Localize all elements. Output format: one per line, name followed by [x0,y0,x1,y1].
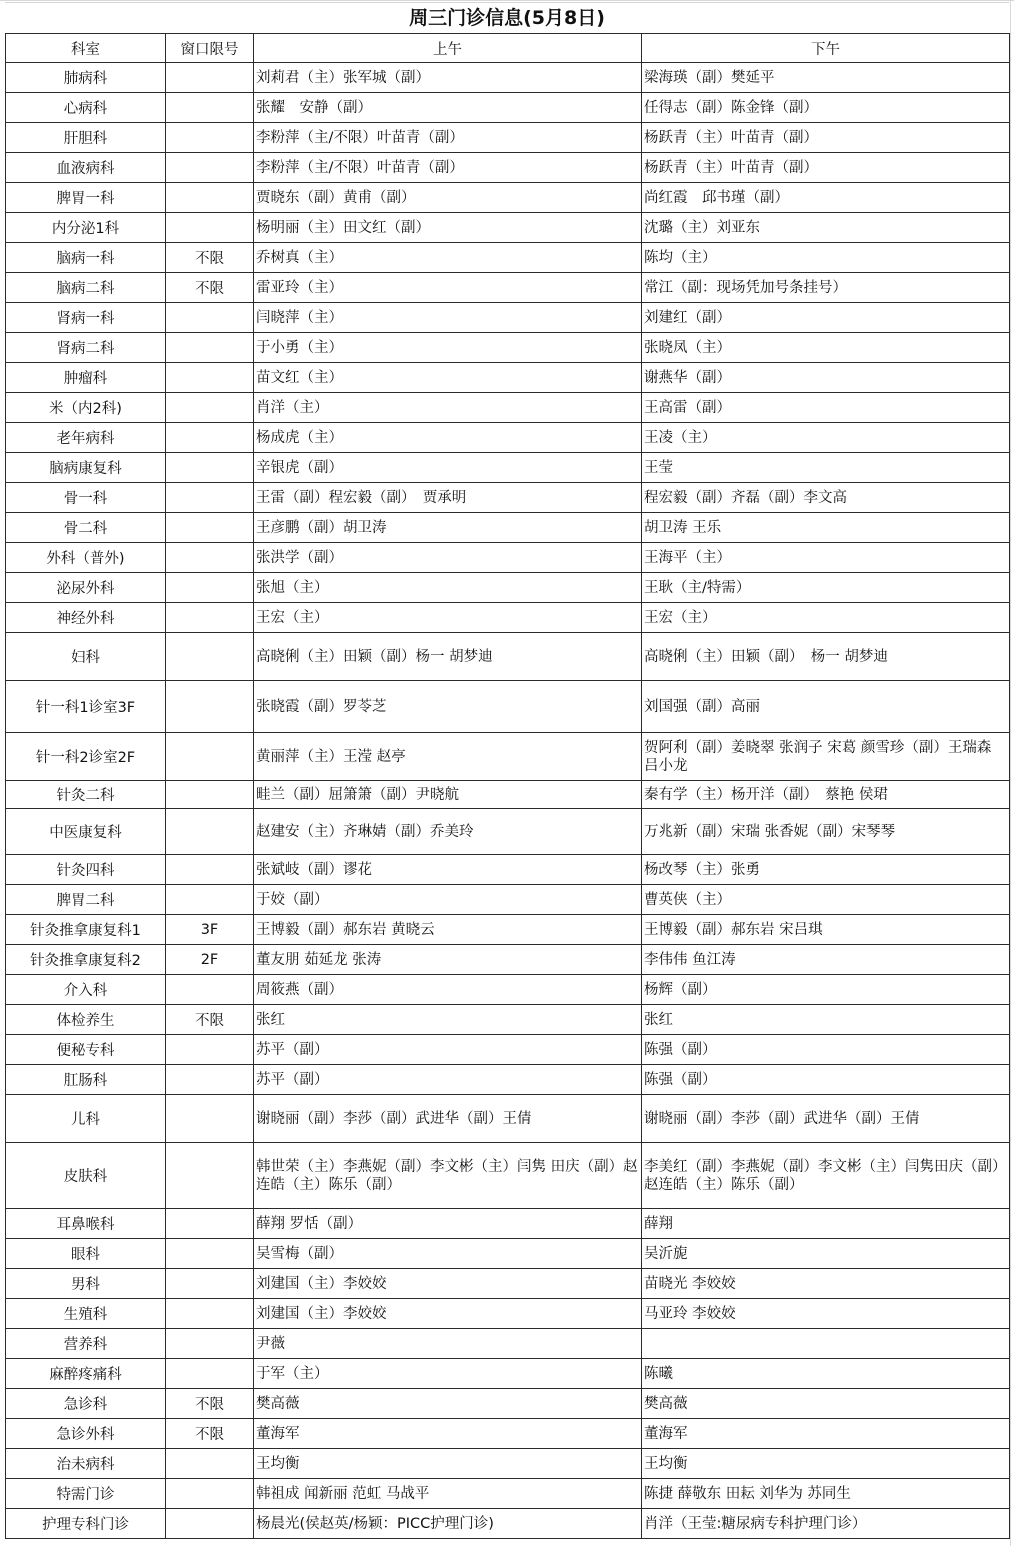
am-cell: 高晓俐（主）田颖（副）杨一 胡梦迪 [254,633,642,681]
pm-cell: 吴沂旎 [642,1239,1010,1269]
dept-cell: 急诊科 [6,1389,166,1419]
dept-cell: 脑病一科 [6,243,166,273]
table-row [6,1269,1010,1299]
table-row [6,483,1010,513]
table-row [6,153,1010,183]
pm-cell: 秦有学（主）杨开洋（副） 蔡艳 侯珺 [642,781,1010,809]
dept-cell: 针一科2诊室2F [6,733,166,781]
pm-cell: 王海平（主） [642,543,1010,573]
am-cell: 薛翔 罗恬（副） [254,1209,642,1239]
window-cell [166,885,254,915]
pm-cell: 王宏（主） [642,603,1010,633]
am-cell: 肖洋（主） [254,393,642,423]
table-row [6,333,1010,363]
header-window: 窗口限号 [166,34,254,63]
am-cell: 王彦鹏（副）胡卫涛 [254,513,642,543]
window-cell [166,1329,254,1359]
pm-cell: 谢晓丽（副）李莎（副）武进华（副）王倩 [642,1095,1010,1143]
window-cell [166,1449,254,1479]
dept-cell: 特需门诊 [6,1479,166,1509]
am-cell: 王宏（主） [254,603,642,633]
am-cell: 董海军 [254,1419,642,1449]
table-row [6,363,1010,393]
table-row [6,423,1010,453]
pm-cell: 胡卫涛 王乐 [642,513,1010,543]
window-cell [166,1359,254,1389]
table-row [6,1005,1010,1035]
table-row [6,1419,1010,1449]
table-row [6,1329,1010,1359]
dept-cell: 老年病科 [6,423,166,453]
table-row [6,213,1010,243]
pm-cell: 陈捷 薛敬东 田耘 刘华为 苏同生 [642,1479,1010,1509]
table-row [6,543,1010,573]
am-cell: 于小勇（主） [254,333,642,363]
window-cell [166,183,254,213]
am-cell: 贾晓东（副）黄甫（副） [254,183,642,213]
dept-cell: 泌尿外科 [6,573,166,603]
pm-cell: 贺阿利（副）姜晓翠 张润子 宋葛 颜雪珍（副）王瑞森 吕小龙 [642,733,1010,781]
dept-cell: 肾病一科 [6,303,166,333]
table-row [6,781,1010,809]
table-row [6,1449,1010,1479]
grid-line-right [1010,0,1011,1546]
pm-cell [642,1329,1010,1359]
window-cell: 不限 [166,1389,254,1419]
am-cell: 王均衡 [254,1449,642,1479]
am-cell: 吴雪梅（副） [254,1239,642,1269]
am-cell: 黄丽萍（主）王滢 赵亭 [254,733,642,781]
window-cell [166,363,254,393]
window-cell [166,63,254,93]
am-cell: 张耀 安静（副） [254,93,642,123]
am-cell: 王博毅（副）郝东岩 黄晓云 [254,915,642,945]
dept-cell: 肾病二科 [6,333,166,363]
dept-cell: 骨二科 [6,513,166,543]
table-row [6,1509,1010,1539]
pm-cell: 杨改琴（主）张勇 [642,855,1010,885]
pm-cell: 苗晓光 李姣姣 [642,1269,1010,1299]
am-cell: 张晓霞（副）罗苓芝 [254,681,642,733]
dept-cell: 治未病科 [6,1449,166,1479]
table-row [6,243,1010,273]
window-cell [166,213,254,243]
dept-cell: 麻醉疼痛科 [6,1359,166,1389]
table-row [6,1299,1010,1329]
table-row [6,1095,1010,1143]
table-row [6,573,1010,603]
page-title: 周三门诊信息(5月8日) [5,2,1009,33]
am-cell: 张红 [254,1005,642,1035]
dept-cell: 脾胃一科 [6,183,166,213]
header-am: 上午 [254,34,642,63]
table-row [6,1035,1010,1065]
dept-cell: 内分泌1科 [6,213,166,243]
table-row [6,93,1010,123]
window-cell [166,603,254,633]
window-cell [166,423,254,453]
window-cell [166,1209,254,1239]
pm-cell: 王凌（主） [642,423,1010,453]
window-cell [166,573,254,603]
schedule-body [6,63,1010,1539]
pm-cell: 陈强（副） [642,1065,1010,1095]
pm-cell: 常江（副：现场凭加号条挂号） [642,273,1010,303]
pm-cell: 王耿（主/特需） [642,573,1010,603]
dept-cell: 男科 [6,1269,166,1299]
pm-cell: 尚红霞 邱书瑾（副） [642,183,1010,213]
table-row [6,273,1010,303]
pm-cell: 陈曦 [642,1359,1010,1389]
table-row [6,1209,1010,1239]
dept-cell: 肝胆科 [6,123,166,153]
dept-cell: 体检养生 [6,1005,166,1035]
pm-cell: 王高雷（副） [642,393,1010,423]
dept-cell: 心病科 [6,93,166,123]
am-cell: 杨成虎（主） [254,423,642,453]
am-cell: 赵建安（主）齐琳婧（副）乔美玲 [254,809,642,855]
dept-cell: 脑病康复科 [6,453,166,483]
dept-cell: 妇科 [6,633,166,681]
window-cell [166,1269,254,1299]
window-cell [166,733,254,781]
dept-cell: 肛肠科 [6,1065,166,1095]
window-cell: 3F [166,915,254,945]
am-cell: 雷亚玲（主） [254,273,642,303]
window-cell [166,1479,254,1509]
table-row [6,945,1010,975]
window-cell [166,453,254,483]
pm-cell: 沈璐（主）刘亚东 [642,213,1010,243]
dept-cell: 儿科 [6,1095,166,1143]
pm-cell: 陈均（主） [642,243,1010,273]
table-row [6,1389,1010,1419]
window-cell [166,333,254,363]
pm-cell: 万兆新（副）宋瑞 张香妮（副）宋琴琴 [642,809,1010,855]
dept-cell: 护理专科门诊 [6,1509,166,1539]
table-row [6,393,1010,423]
header-pm: 下午 [642,34,1010,63]
am-cell: 闫晓萍（主） [254,303,642,333]
dept-cell: 眼科 [6,1239,166,1269]
window-cell [166,1143,254,1209]
grid-line-top [0,0,1014,1]
table-row [6,809,1010,855]
pm-cell: 肖洋（王莹:糖尿病专科护理门诊） [642,1509,1010,1539]
pm-cell: 张红 [642,1005,1010,1035]
dept-cell: 生殖科 [6,1299,166,1329]
pm-cell: 刘国强（副）高丽 [642,681,1010,733]
pm-cell: 程宏毅（副）齐磊（副）李文高 [642,483,1010,513]
am-cell: 李粉萍（主/不限）叶苗青（副） [254,123,642,153]
window-cell: 不限 [166,1419,254,1449]
am-cell: 辛银虎（副） [254,453,642,483]
dept-cell: 针灸二科 [6,781,166,809]
pm-cell: 高晓俐（主）田颖（副） 杨一 胡梦迪 [642,633,1010,681]
pm-cell: 马亚玲 李姣姣 [642,1299,1010,1329]
table-row [6,1359,1010,1389]
am-cell: 杨明丽（主）田文红（副） [254,213,642,243]
dept-cell: 营养科 [6,1329,166,1359]
pm-cell: 陈强（副） [642,1035,1010,1065]
window-cell [166,1299,254,1329]
window-cell [166,543,254,573]
window-cell [166,123,254,153]
am-cell: 周筱燕（副） [254,975,642,1005]
table-row [6,1239,1010,1269]
window-cell [166,809,254,855]
table-row [6,123,1010,153]
pm-cell: 王博毅（副）郝东岩 宋吕琪 [642,915,1010,945]
am-cell: 于姣（副） [254,885,642,915]
window-cell [166,1035,254,1065]
pm-cell: 杨跃青（主）叶苗青（副） [642,153,1010,183]
dept-cell: 中医康复科 [6,809,166,855]
dept-cell: 耳鼻喉科 [6,1209,166,1239]
pm-cell: 樊高薇 [642,1389,1010,1419]
table-row [6,513,1010,543]
pm-cell: 李美红（副）李燕妮（副）李文彬（主）闫隽田庆（副）赵连皓（主）陈乐（副） [642,1143,1010,1209]
am-cell: 董友朋 茹延龙 张涛 [254,945,642,975]
window-cell: 不限 [166,1005,254,1035]
dept-cell: 针灸推拿康复科1 [6,915,166,945]
pm-cell: 杨辉（副） [642,975,1010,1005]
dept-cell: 急诊外科 [6,1419,166,1449]
table-row [6,633,1010,681]
header-dept: 科室 [6,34,166,63]
am-cell: 苏平（副） [254,1035,642,1065]
pm-cell: 董海军 [642,1419,1010,1449]
window-cell [166,681,254,733]
am-cell: 张旭（主） [254,573,642,603]
table-row [6,915,1010,945]
table-row [6,183,1010,213]
am-cell: 刘莉君（主）张军城（副） [254,63,642,93]
dept-cell: 介入科 [6,975,166,1005]
dept-cell: 针一科1诊室3F [6,681,166,733]
table-row [6,1065,1010,1095]
window-cell: 不限 [166,243,254,273]
pm-cell: 王莹 [642,453,1010,483]
dept-cell: 骨一科 [6,483,166,513]
window-cell [166,483,254,513]
table-row [6,1143,1010,1209]
window-cell [166,1095,254,1143]
window-cell: 2F [166,945,254,975]
window-cell: 不限 [166,273,254,303]
table-row [6,681,1010,733]
am-cell: 刘建国（主）李姣姣 [254,1269,642,1299]
window-cell [166,781,254,809]
am-cell: 杨晨光(侯赵英/杨颖：PICC护理门诊) [254,1509,642,1539]
am-cell: 韩祖成 闻新丽 范虹 马战平 [254,1479,642,1509]
window-cell [166,633,254,681]
table-row [6,1479,1010,1509]
table-row [6,63,1010,93]
pm-cell: 薛翔 [642,1209,1010,1239]
table-row [6,453,1010,483]
window-cell [166,855,254,885]
dept-cell: 肿瘤科 [6,363,166,393]
dept-cell: 脾胃二科 [6,885,166,915]
table-row [6,855,1010,885]
dept-cell: 外科（普外) [6,543,166,573]
dept-cell: 皮肤科 [6,1143,166,1209]
pm-cell: 任得志（副）陈金锋（副） [642,93,1010,123]
pm-cell: 张晓凤（主） [642,333,1010,363]
window-cell [166,93,254,123]
am-cell: 谢晓丽（副）李莎（副）武进华（副）王倩 [254,1095,642,1143]
am-cell: 苏平（副） [254,1065,642,1095]
window-cell [166,513,254,543]
dept-cell: 脑病二科 [6,273,166,303]
table-row [6,733,1010,781]
pm-cell: 梁海瑛（副）樊延平 [642,63,1010,93]
window-cell [166,1509,254,1539]
pm-cell: 谢燕华（副） [642,363,1010,393]
dept-cell: 便秘专科 [6,1035,166,1065]
table-row [6,885,1010,915]
window-cell [166,303,254,333]
am-cell: 韩世荣（主）李燕妮（副）李文彬（主）闫隽 田庆（副）赵连皓（主）陈乐（副） [254,1143,642,1209]
header-row [6,34,1010,63]
table-row [6,603,1010,633]
am-cell: 李粉萍（主/不限）叶苗青（副） [254,153,642,183]
table-row [6,975,1010,1005]
am-cell: 畦兰（副）屈箫箫（副）尹晓航 [254,781,642,809]
dept-cell: 针灸四科 [6,855,166,885]
am-cell: 张斌岐（副）谬花 [254,855,642,885]
am-cell: 苗文红（主） [254,363,642,393]
am-cell: 王雷（副）程宏毅（副） 贾承明 [254,483,642,513]
pm-cell: 王均衡 [642,1449,1010,1479]
am-cell: 刘建国（主）李姣姣 [254,1299,642,1329]
dept-cell: 针灸推拿康复科2 [6,945,166,975]
window-cell [166,393,254,423]
dept-cell: 肺病科 [6,63,166,93]
dept-cell: 米（内2科) [6,393,166,423]
pm-cell: 杨跃青（主）叶苗青（副） [642,123,1010,153]
window-cell [166,1239,254,1269]
am-cell: 张洪学（副） [254,543,642,573]
dept-cell: 神经外科 [6,603,166,633]
dept-cell: 血液病科 [6,153,166,183]
am-cell: 尹薇 [254,1329,642,1359]
am-cell: 樊高薇 [254,1389,642,1419]
window-cell [166,153,254,183]
pm-cell: 曹英侠（主） [642,885,1010,915]
pm-cell: 刘建红（副） [642,303,1010,333]
pm-cell: 李伟伟 鱼江涛 [642,945,1010,975]
window-cell [166,1065,254,1095]
schedule-table [5,33,1010,1539]
table-row [6,303,1010,333]
am-cell: 于军（主） [254,1359,642,1389]
window-cell [166,975,254,1005]
am-cell: 乔树真（主） [254,243,642,273]
